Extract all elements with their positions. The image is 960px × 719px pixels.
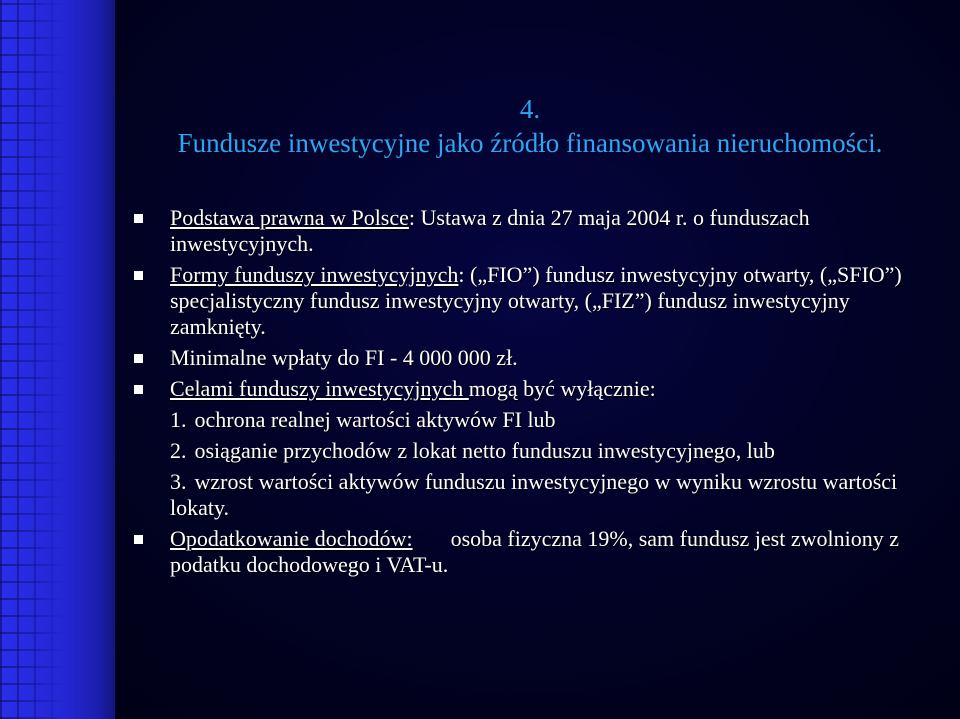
band-grid-pattern	[0, 0, 115, 719]
list-item-number: 1.	[170, 407, 187, 432]
bullet-heading: Celami funduszy inwestycyjnych	[170, 376, 469, 401]
slide-content	[130, 205, 930, 583]
bullet-text: : Ustawa z dnia 27 maja 2004 r. o funduszach inwestycyjnych.	[170, 205, 810, 256]
bullet-square-icon	[134, 535, 143, 544]
list-item-text: ochrona realnej wartości aktywów FI lub	[194, 407, 556, 432]
list-item	[130, 438, 930, 464]
list-item-number: 3.	[170, 469, 187, 494]
bullet-text: mogą być wyłącznie:	[468, 376, 656, 401]
bullet-square-icon	[134, 271, 143, 280]
bullet-taxation	[130, 526, 930, 578]
bullet-text: osoba fizyczna 19%, sam fundusz jest zwolniony z podatku dochodowego i VAT-u.	[170, 526, 899, 577]
left-decorative-band	[0, 0, 115, 719]
bullet-heading: Opodatkowanie dochodów:	[170, 526, 413, 551]
bullet-heading: Minimalne wpłaty	[170, 345, 332, 370]
bullet-heading: Podstawa prawna w Polsce	[170, 205, 409, 230]
title-number: 4.	[519, 94, 541, 124]
list-item-number: 2.	[170, 438, 187, 463]
bullet-heading: Formy funduszy inwestycyjnych	[170, 262, 459, 287]
list-item-text: osiąganie przychodów z lokat netto funduszu inwestycyjnego, lub	[194, 438, 775, 463]
title-text: Fundusze inwestycyjne jako źródło finansowania nieruchomości.	[177, 128, 883, 158]
bullet-fund-goals	[130, 376, 930, 402]
bullet-legal-basis	[130, 205, 930, 257]
bullet-square-icon	[134, 385, 143, 394]
bullet-square-icon	[134, 354, 143, 363]
bullet-minimum-payments	[130, 345, 930, 371]
list-item	[130, 407, 930, 433]
bullet-fund-forms	[130, 262, 930, 340]
bullet-text: : („FIO”) fundusz inwestycyjny otwarty, („SFIO”) specjalistyczny fundusz inwestycyjny otwarty, („FIZ”) fundusz inwestycyjny zamknięty.	[170, 262, 902, 339]
list-item	[130, 469, 930, 521]
slide-title	[125, 92, 935, 160]
list-item-text: wzrost wartości aktywów funduszu inwestycyjnego w wyniku wzrostu wartości lokaty.	[170, 469, 898, 520]
bullet-text: do FI - 4 000 000 zł.	[331, 345, 518, 370]
bullet-square-icon	[134, 214, 143, 223]
